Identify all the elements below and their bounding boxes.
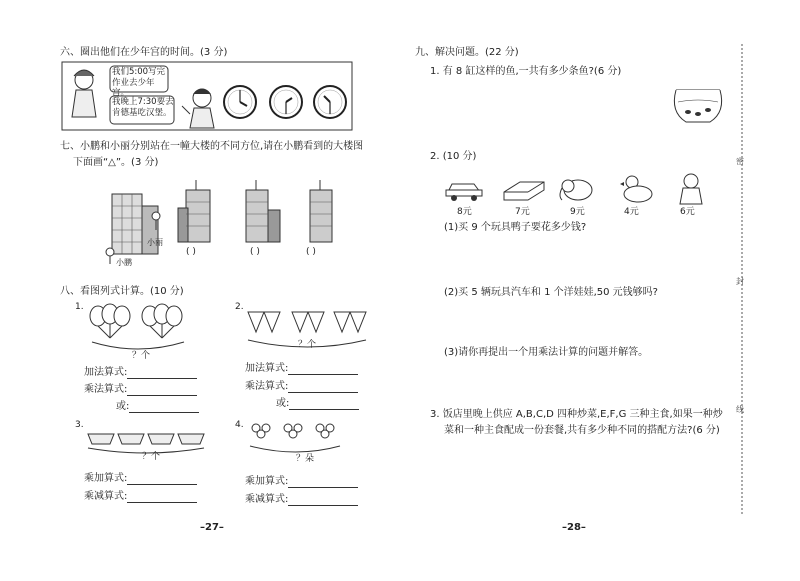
balloons-image	[88, 302, 198, 354]
price-car: 8元	[457, 207, 472, 217]
q8-p4-number: 4.	[235, 420, 244, 430]
toy-doll-icon	[676, 172, 706, 206]
q8-p1-row3[interactable]: 或:	[116, 400, 199, 413]
q8-p1-row1[interactable]: 加法算式:	[84, 366, 197, 379]
price-duck: 4元	[624, 207, 639, 217]
q8-p1-number: 1.	[75, 302, 84, 312]
q9-q1: 1. 有 8 缸这样的鱼,一共有多少条鱼?(6 分)	[430, 66, 622, 77]
boy-figure	[182, 89, 214, 128]
q9-q2-2: (2)买 5 辆玩具汽车和 1 个洋娃娃,50 元钱够吗?	[444, 287, 658, 298]
q8-p4-row1[interactable]: 乘加算式:	[245, 475, 358, 488]
clock-2[interactable]	[268, 84, 304, 120]
q8-p2-row3[interactable]: 或:	[276, 397, 359, 410]
q6-title: 六、圈出他们在少年宫的时间。(3 分)	[60, 47, 228, 58]
girl-figure	[72, 70, 96, 117]
q7-line1: 七、小鹏和小丽分别站在一幢大楼的不同方位,请在小鹏看到的大楼图	[60, 141, 364, 152]
fishbowl-image	[668, 82, 728, 126]
bubble-1-text: 我们5:00写完作业去少年宫。	[112, 67, 166, 99]
toy-duck-icon	[618, 174, 658, 206]
label-xiaoli: 小丽	[147, 238, 163, 247]
q9-title: 九、解决问题。(22 分)	[415, 47, 519, 58]
clock-3[interactable]	[312, 84, 348, 120]
page-number-right: –28–	[562, 522, 586, 533]
building-option-1[interactable]	[176, 180, 226, 246]
q8-p1-caption: ？个	[132, 351, 151, 361]
q8-p3-number: 3.	[75, 420, 84, 430]
page-number-left: –27–	[200, 522, 224, 533]
q9-q3-line2: 菜和一种主食配成一份套餐,共有多少种不同的搭配方法?(6 分)	[444, 425, 720, 436]
margin-char-1: 密	[736, 157, 744, 166]
q8-p2-number: 2.	[235, 302, 244, 312]
building-view-main	[104, 186, 174, 266]
answer-paren-1[interactable]: ( )	[186, 247, 196, 257]
label-xiaopeng: 小鹏	[116, 258, 132, 267]
q9-q2: 2. (10 分)	[430, 151, 477, 162]
q9-q3-line1: 3. 饭店里晚上供应 A,B,C,D 四种炒菜,E,F,G 三种主食,如果一种炒	[430, 409, 723, 420]
q8-p3-row2[interactable]: 乘减算式:	[84, 490, 197, 503]
q8-p2-caption: ？个	[298, 340, 317, 350]
q9-q2-1: (1)买 9 个玩具鸭子要花多少钱?	[444, 222, 587, 233]
toy-car-icon	[444, 176, 484, 202]
answer-paren-2[interactable]: ( )	[250, 247, 260, 257]
margin-char-2: 封	[736, 277, 744, 286]
bubble-2-text: 我晚上7:30要去肯德基吃汉堡。	[112, 97, 174, 118]
answer-paren-3[interactable]: ( )	[306, 247, 316, 257]
q8-p2-row1[interactable]: 加法算式:	[245, 362, 358, 375]
clock-1[interactable]	[222, 84, 258, 120]
price-doll: 6元	[680, 207, 695, 217]
margin-char-3: 线	[736, 405, 744, 414]
q8-p1-row2[interactable]: 乘法算式:	[84, 383, 197, 396]
q8-p3-row1[interactable]: 乘加算式:	[84, 472, 197, 485]
toy-elephant-icon	[558, 176, 598, 204]
q9-q2-3: (3)请你再提出一个用乘法计算的问题并解答。	[444, 347, 649, 358]
toy-pencilcase-icon	[500, 178, 548, 202]
building-option-3[interactable]	[302, 180, 342, 246]
q8-p4-caption: ？朵	[296, 454, 315, 464]
q8-p3-caption: ？个	[142, 452, 161, 462]
q7-line2: 下面画“△”。(3 分)	[73, 157, 159, 168]
q8-p4-row2[interactable]: 乘减算式:	[245, 493, 358, 506]
price-elephant: 9元	[570, 207, 585, 217]
building-option-2[interactable]	[238, 180, 288, 246]
q8-p2-row2[interactable]: 乘法算式:	[245, 380, 358, 393]
q8-title: 八、看图列式计算。(10 分)	[60, 286, 184, 297]
price-pencilcase: 7元	[515, 207, 530, 217]
